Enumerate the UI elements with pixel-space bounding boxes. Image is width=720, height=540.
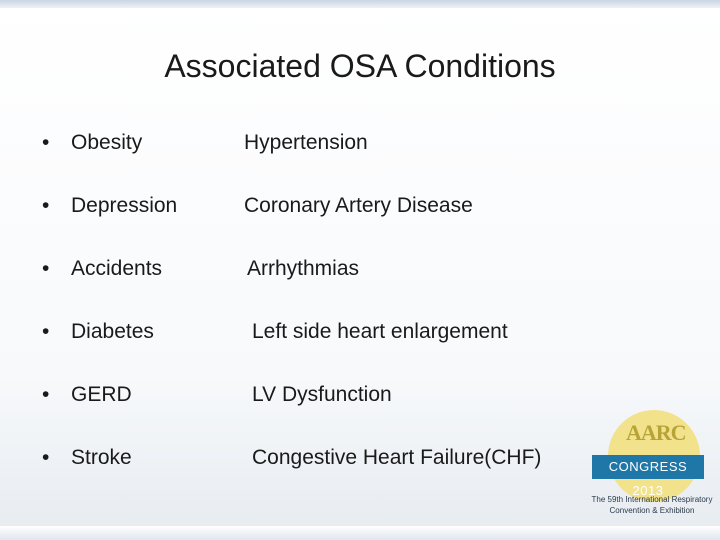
bullet: •	[42, 320, 50, 343]
condition-right: Coronary Artery Disease	[244, 194, 473, 217]
list-item	[0, 131, 720, 171]
slide-title: Associated OSA Conditions	[164, 48, 556, 84]
condition-right: Arrhythmias	[247, 257, 360, 280]
condition-right: Left side heart enlargement	[252, 320, 508, 343]
condition-left: Diabetes	[71, 320, 154, 343]
bottom-decorative-band	[0, 526, 720, 540]
bullet: •	[42, 194, 50, 217]
aarc-congress-logo	[586, 408, 718, 524]
bullet: •	[42, 257, 50, 280]
bullet: •	[42, 131, 50, 154]
bullet: •	[42, 383, 50, 406]
condition-left: Accidents	[71, 257, 163, 280]
condition-left: Obesity	[71, 131, 143, 154]
logo-letters: AARC	[626, 420, 686, 445]
top-decorative-bar	[0, 0, 720, 8]
list-item	[0, 320, 720, 360]
logo-subtitle-line1: The 59th International Respiratory	[591, 495, 713, 504]
list-item	[0, 257, 720, 297]
condition-left: GERD	[71, 383, 132, 406]
logo-subtitle-line2: Convention & Exhibition	[609, 506, 695, 515]
logo-congress-banner: CONGRESS 2013	[592, 455, 704, 479]
condition-right: Congestive Heart Failure(CHF)	[252, 446, 542, 469]
condition-right: Hypertension	[244, 131, 368, 154]
bullet: •	[42, 446, 50, 469]
condition-left: Stroke	[71, 446, 132, 469]
condition-right: LV Dysfunction	[252, 383, 392, 406]
list-item	[0, 194, 720, 234]
condition-left: Depression	[71, 194, 178, 217]
logo-subtitle	[586, 494, 718, 516]
